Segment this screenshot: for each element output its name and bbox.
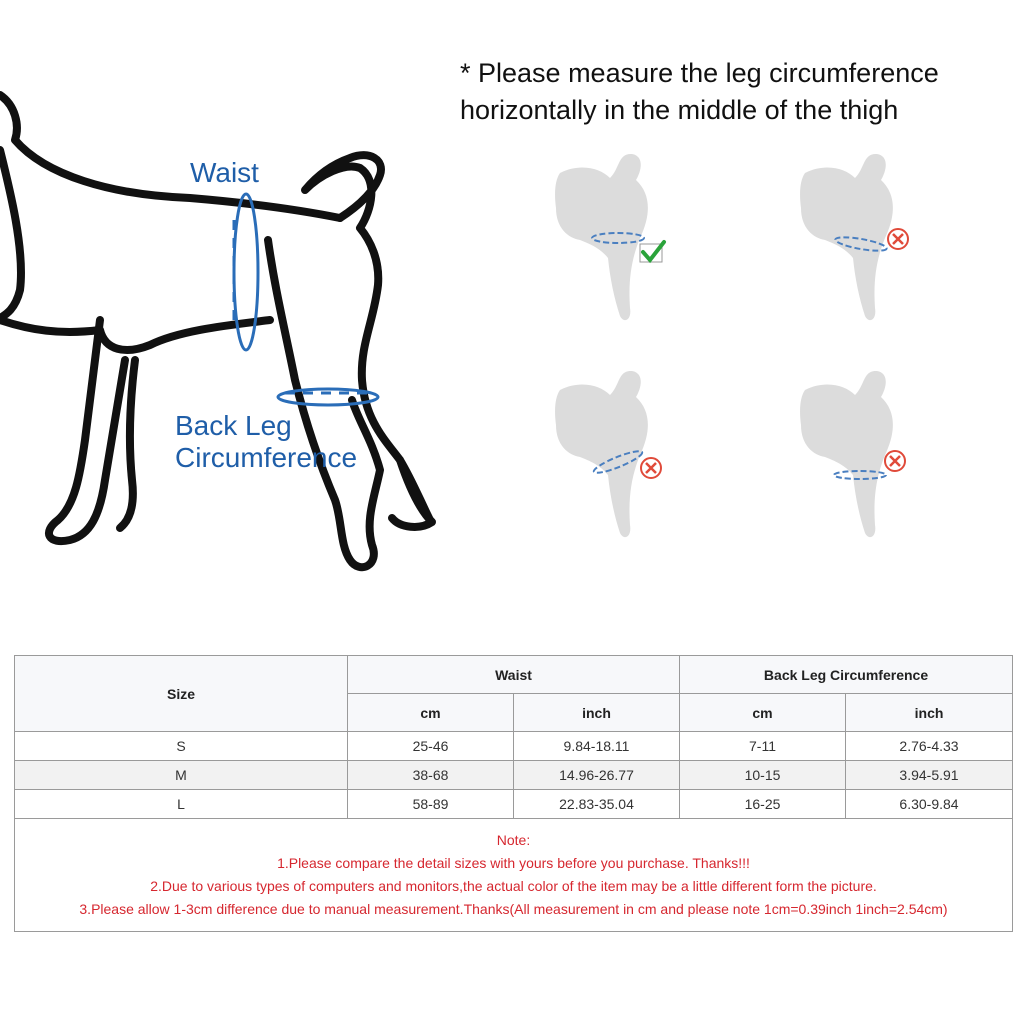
- measure-diagram-wrong-diagonal: [540, 365, 710, 545]
- cross-mark-icon: [888, 229, 908, 249]
- waist-cm-cell: 25-46: [348, 732, 514, 761]
- note-line-1: 1.Please compare the detail sizes with yours before you purchase. Thanks!!!: [277, 855, 750, 871]
- cross-mark-icon: [641, 458, 661, 478]
- dog-illustration: [0, 80, 450, 580]
- table-row: [15, 790, 1013, 819]
- waist-label: Waist: [190, 157, 259, 188]
- leg-cm-cell: 10-15: [680, 761, 846, 790]
- waist-inch-cell: 14.96-26.77: [514, 761, 680, 790]
- waist-inch-header: inch: [514, 694, 680, 732]
- check-mark-icon: [640, 242, 664, 262]
- note-line-3: 3.Please allow 1-3cm difference due to manual measurement.Thanks(All measurement in cm and please note 1cm=0.39inch 1inch=2.54cm): [79, 901, 948, 917]
- leg-cm-cell: 7-11: [680, 732, 846, 761]
- size-cell: L: [15, 790, 348, 819]
- waist-cm-cell: 58-89: [348, 790, 514, 819]
- leg-silhouette: [555, 154, 648, 320]
- note-title: Note:: [496, 832, 531, 848]
- instruction-line2: horizontally in the middle of the thigh: [460, 95, 899, 125]
- measure-diagram-wrong-low: [785, 365, 955, 545]
- back-leg-header: Back Leg Circumference: [680, 656, 1013, 694]
- leg-silhouette: [800, 371, 893, 537]
- leg-silhouette: [555, 371, 648, 537]
- table-row: [15, 732, 1013, 761]
- measure-instruction: [460, 55, 1020, 129]
- note-cell: [15, 819, 1013, 932]
- back-leg-label-line1: Back Leg: [175, 410, 292, 441]
- leg-inch-header: inch: [846, 694, 1013, 732]
- size-cell: M: [15, 761, 348, 790]
- measure-diagram-correct: [540, 148, 710, 328]
- leg-inch-cell: 2.76-4.33: [846, 732, 1013, 761]
- back-leg-label-line2: Circumference: [175, 442, 358, 473]
- size-cell: S: [15, 732, 348, 761]
- waist-cm-header: cm: [348, 694, 514, 732]
- size-header: Size: [15, 656, 348, 732]
- size-chart-table: [14, 655, 1013, 932]
- waist-inch-cell: 9.84-18.11: [514, 732, 680, 761]
- waist-inch-cell: 22.83-35.04: [514, 790, 680, 819]
- leg-cm-cell: 16-25: [680, 790, 846, 819]
- note-row: [15, 819, 1013, 932]
- table-header-row: [15, 656, 1013, 694]
- leg-inch-cell: 3.94-5.91: [846, 761, 1013, 790]
- cross-mark-icon: [885, 451, 905, 471]
- leg-inch-cell: 6.30-9.84: [846, 790, 1013, 819]
- leg-cm-header: cm: [680, 694, 846, 732]
- waist-header: Waist: [348, 656, 680, 694]
- note-line-2: 2.Due to various types of computers and monitors,the actual color of the item may be a little different form the picture.: [150, 878, 877, 894]
- measure-diagram-wrong-tilted: [785, 148, 955, 328]
- back-leg-label: [175, 410, 357, 474]
- waist-cm-cell: 38-68: [348, 761, 514, 790]
- instruction-line1: * Please measure the leg circumference: [460, 58, 939, 88]
- table-row: [15, 761, 1013, 790]
